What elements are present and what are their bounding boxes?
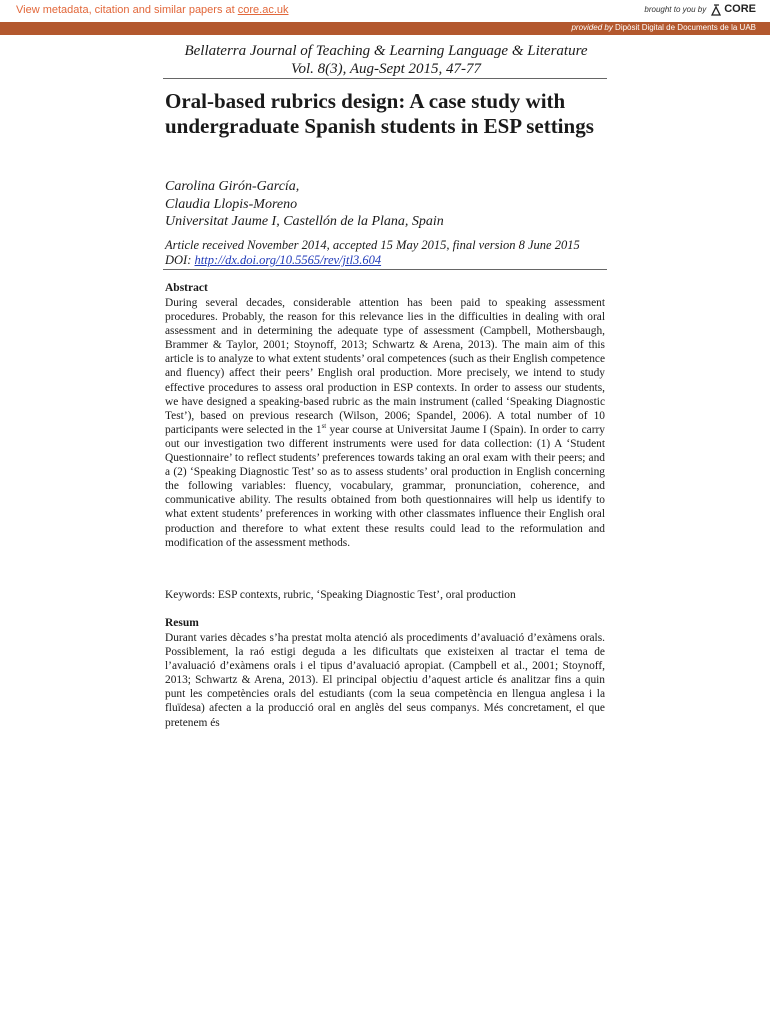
author-2: Claudia Llopis-Moreno — [165, 196, 298, 212]
journal-volume: Vol. 8(3), Aug-Sept 2015, 47-77 — [290, 61, 482, 77]
core-logo-icon — [710, 3, 722, 15]
resum-heading: Resum — [165, 617, 199, 629]
received-dates: Article received November 2014, accepted 15 May 2015, final version 8 June 2015 — [165, 238, 580, 252]
brought-to-you-text: brought to you by — [644, 4, 707, 14]
provided-by-bar — [0, 22, 770, 35]
journal-header — [165, 42, 607, 78]
journal-name: Bellaterra Journal of Teaching & Learning Language & Literature — [184, 43, 588, 59]
abstract-text — [165, 296, 605, 550]
abstract-part-2: year course at Universitat Jaume I (Spain). In order to carry out our investigation two different instruments were used for data collection: (1) A ‘Student Questionnaire’ to reflect students’ preferences towards taking an oral exam with their peers; and a (2) ‘Speaking Diagnostic Test’ so as to assess students’ oral production in English concerning the following variables: fluency, vocabulary, grammar, pronunciation, coherence, and communicative ability. The results obtained from both questionnaires will help us identify to what extent students’ preferences in working with other classmates influence their English oral production and therefore to what extent these results could lead to the reformulation and modification of the assessment methods. — [165, 423, 605, 549]
doi-link[interactable]: http://dx.doi.org/10.5565/rev/jtl3.604 — [194, 253, 382, 267]
core-brand: CORE — [724, 3, 756, 15]
metadata-notice — [16, 4, 289, 16]
provided-by-text[interactable] — [571, 23, 756, 32]
paper-title: Oral-based rubrics design: A case study with undergraduate Spanish students in ESP settings — [165, 89, 594, 138]
core-banner — [0, 0, 770, 22]
header-rule — [163, 78, 607, 79]
info-rule — [163, 269, 607, 270]
author-block — [165, 178, 444, 231]
affiliation: Universitat Jaume I, Castellón de la Plana, Spain — [165, 214, 444, 229]
resum-text: Durant varies dècades s’ha prestat molta atenció als procediments d’avaluació d’exàmens orals. Possiblement, la raó estigi deguda a les dificultats que existeixen al tractar el tema de l’avaluació d’exàmens orals i el tipus d’avaluació apropiat. (Campbell et al., 2001; Stoynoff, 2013; Schwartz & Arena, 2013). El principal objectiu d’aquest article és analitzar fins a quin punt les competències orals del estudiants (com la seua competència en llengua anglesa i la fluïdesa) afecten a la producció oral en anglès del seus companys. Més concretament, el que pretenem és — [165, 632, 605, 729]
doi-label: DOI: — [165, 253, 195, 267]
abstract-heading: Abstract — [165, 282, 208, 294]
keywords: Keywords: ESP contexts, rubric, ‘Speaking Diagnostic Test’, oral production — [165, 589, 516, 601]
provided-source: Dipòsit Digital de Documents de la UAB — [615, 23, 756, 32]
abstract-part-1: During several decades, considerable attention has been paid to speaking assessment procedures. Probably, the reason for this relevance lies in the difficulties in dealing with oral assessment and in determining the adequate type of assessment (Campbell, Mothersbaugh, Brammer & Taylor, 2001; Stoynoff, 2013; Schwartz & Arena, 2013). The main aim of this article is to analyze to what extent students’ oral competences (such as their English competence and fluency) affect their peers’ English oral production. More precisely, we intend to study effective procedures to assess oral production in ESP contexts. In order to assess our students, we have designed a speaking-based rubric as the main instrument (called ‘Speaking Diagnostic Test’), based on previous research (Wilson, 2006; Spandel, 2006). A total number of 10 participants were selected in the 1 — [165, 297, 605, 436]
core-ac-uk-link[interactable]: core.ac.uk — [237, 4, 289, 16]
superscript-st: st — [321, 422, 327, 431]
article-info — [165, 238, 580, 268]
author-1: Carolina Girón-García, — [165, 179, 300, 194]
provided-prefix: provided by — [571, 23, 613, 32]
doi-line — [165, 253, 580, 268]
core-branding[interactable] — [644, 3, 756, 15]
metadata-prefix: View metadata, citation and similar papers at — [16, 4, 238, 16]
